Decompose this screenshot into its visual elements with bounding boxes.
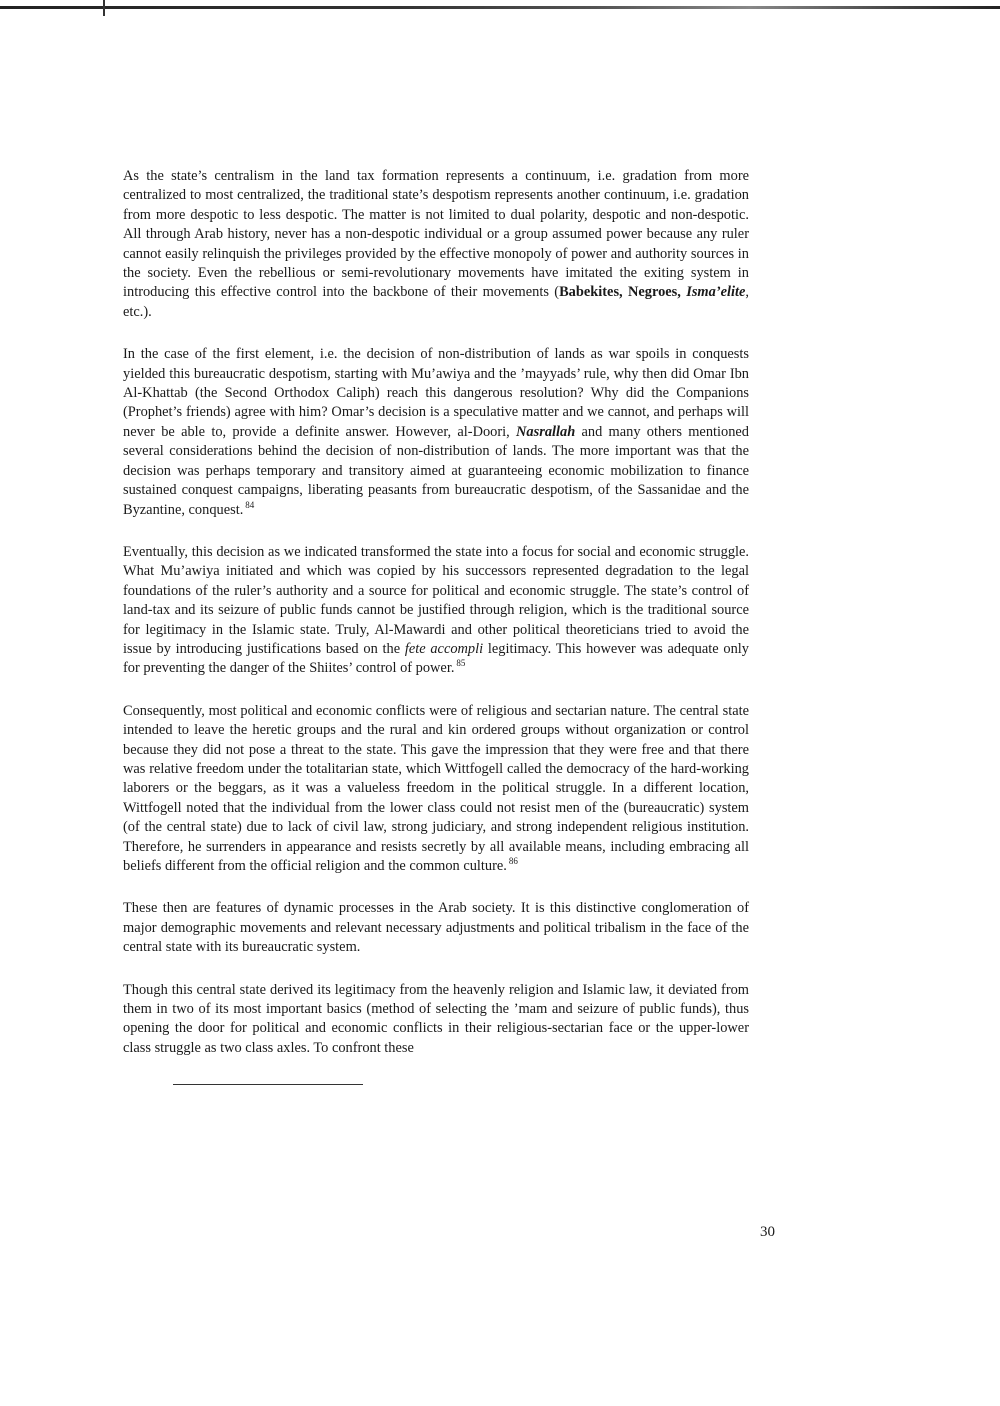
text-run: Eventually, this decision as we indicated transformed the state into a focus for social and economic struggle. What Mu’awiya initiated and which was copied by his successors represented degradation to the legal foundations of the ruler’s authority and a source for political and economic struggle. The state’s control of land-tax and its seizure of public funds cannot be justified through religion, which is the traditional source for legitimacy in the Islamic state. Truly, Al-Mawardi and other political theoreticians tried to avoid the issue by introducing justifications based on the xyxy=(123,543,749,657)
text-run: legitimacy. This however was adequate only for preventing the danger of the Shiites’ control of power. xyxy=(123,640,749,677)
text-run: As the state’s centralism in the land tax formation represents a continuum, i.e. gradation from more centralized to most centralized, the traditional state’s despotism represents another continuum, i.e. gradation from more despotic to less despotic. The matter is not limited to dual polarity, despotic and non-despotic. All through Arab history, never has a non-despotic individual or a group assumed power because any ruler cannot easily relinquish the privileges provided by the effective monopoly of power and authority sources in the society. Even the rebellious or semi-revolutionary movements have imitated the exiting system in introducing this effective control into the backbone of their movements ( xyxy=(123,168,749,301)
text-run: These then are features of dynamic processes in the Arab society. It is this distinctive conglomeration of major demographic movements and relevant necessary adjustments and political tribalism in the face of the central state with its bureaucratic system. xyxy=(123,900,749,956)
text-run: Babekites, Negroes, xyxy=(559,284,687,301)
paragraph-6 xyxy=(123,981,749,1059)
text-run: and many others mentioned several considerations behind the decision of non-distribution of lands. The more important was that the decision was perhaps temporary and transitory aimed at guaranteeing economic mobilization to finance sustained conquest campaigns, liberating peasants from bureaucratic despotism, of the Sassanidae and the Byzantine, conquest. xyxy=(123,423,749,518)
text-run: fete accompli xyxy=(404,640,484,657)
paragraph-4 xyxy=(123,702,749,877)
text-run: Consequently, most political and economic conflicts were of religious and sectarian nature. The central state intended to leave the heretic groups and the rural and kin ordered groups without organization or control because they did not pose a threat to the state. This gave the impression that they were free and that there was relative freedom under the totalitarian state, which Wittfogell called the democracy of the hard-working laborers or the beggars, as it was a valueless freedom in the political struggle. In a different location, Wittfogell noted that the individual from the lower class could not resist men of the (bureaucratic) system (of the central state) due to lack of civil law, strong judiciary, and strong independent religious institution. Therefore, he surrenders in appearance and resists secretly by all available means, including embracing all beliefs different from the official religion and the common culture. xyxy=(123,702,749,874)
page-body xyxy=(123,167,749,1081)
paragraph-1 xyxy=(123,167,749,322)
text-run: Though this central state derived its legitimacy from the heavenly religion and Islamic law, it deviated from them in two of its most important basics (method of selecting the ’mam and seizure of public funds), thus opening the door for political and economic conflicts in their religious-sectarian face or the upper-lower class struggle as two class axles. To confront these xyxy=(123,981,749,1056)
scan-border-line xyxy=(0,6,1000,9)
footnote-ref: 85 xyxy=(456,658,466,669)
text-run: , etc.). xyxy=(123,284,749,320)
text-run: Nasrallah xyxy=(516,423,576,440)
paragraph-2 xyxy=(123,345,749,520)
footnote-ref: 84 xyxy=(245,499,255,510)
paragraph-3 xyxy=(123,543,749,679)
footnote-separator xyxy=(173,1084,363,1085)
paragraph-5 xyxy=(123,899,749,957)
footnote-ref: 86 xyxy=(508,856,518,866)
text-run: Isma’elite xyxy=(686,284,746,301)
text-run: In the case of the first element, i.e. the decision of non-distribution of lands as war spoils in conquests yielded this bureaucratic despotism, starting with Mu’awiya and the ’mayyads’ rule, why then did Omar Ibn Al-Khattab (the Second Orthodox Caliph) reach this dangerous resolution? Why did the Companions (Prophet’s friends) agree with him? Omar’s decision is a speculative matter and we cannot, and perhaps will never be able to, provide a definite answer. However, al-Doori, xyxy=(123,346,749,440)
page-number: 30 xyxy=(760,1224,775,1240)
scan-border-tick xyxy=(103,0,105,16)
